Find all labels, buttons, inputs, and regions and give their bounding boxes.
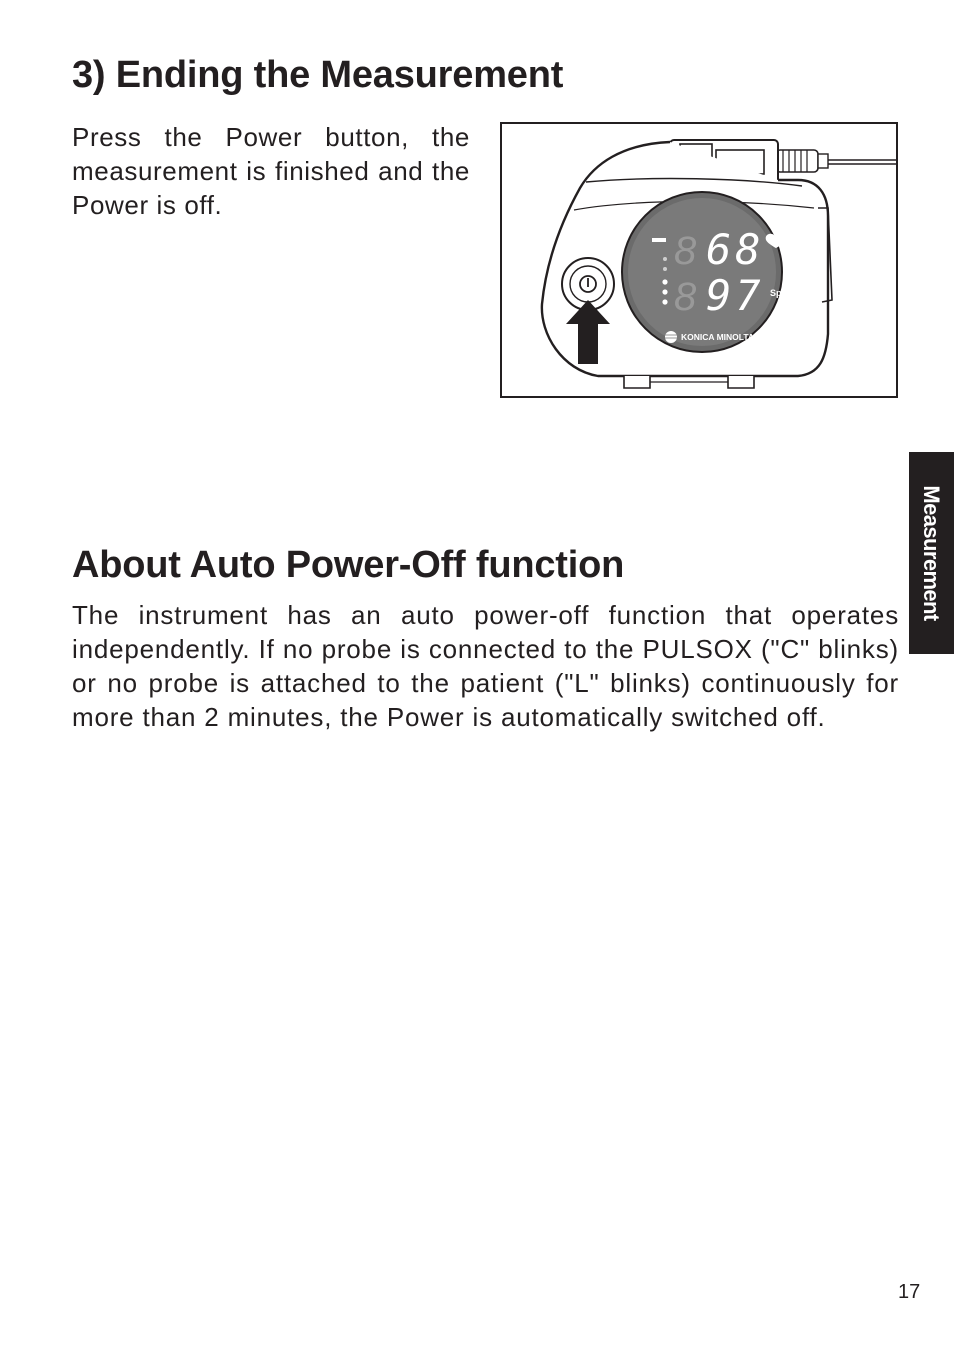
page-number: 17 [898,1281,921,1303]
section-body-ending-measurement: Press the Power button, the measurement is finished and the Power is off. [72,122,470,220]
side-tab-measurement [909,452,954,654]
section-title-ending-measurement: 3) Ending the Measurement [72,54,564,96]
svg-text:8: 8 [674,275,697,319]
konica-minolta-logo [665,331,677,343]
spo2-label: SpO₂% [770,288,801,298]
pulsox-device-drawing [502,124,896,396]
device-illustration [500,122,898,398]
display-spo2-reading: 97 [706,271,765,320]
section-title-auto-power-off: About Auto Power-Off function [72,544,625,586]
section-body-auto-power-off: The instrument has an auto power-off function that operates independently. If no probe is connected to the PULSOX ("C" blinks) or no probe is attached to the patient ("L" blinks) continuously for more than 2 minutes, the Power is automatically switched off. [72,600,899,732]
svg-text:8: 8 [674,229,697,273]
brand-label: KONICA MINOLTA [681,332,755,342]
side-tab-label: Measurement [919,485,944,621]
display-pulse-reading: 68 [706,225,765,274]
